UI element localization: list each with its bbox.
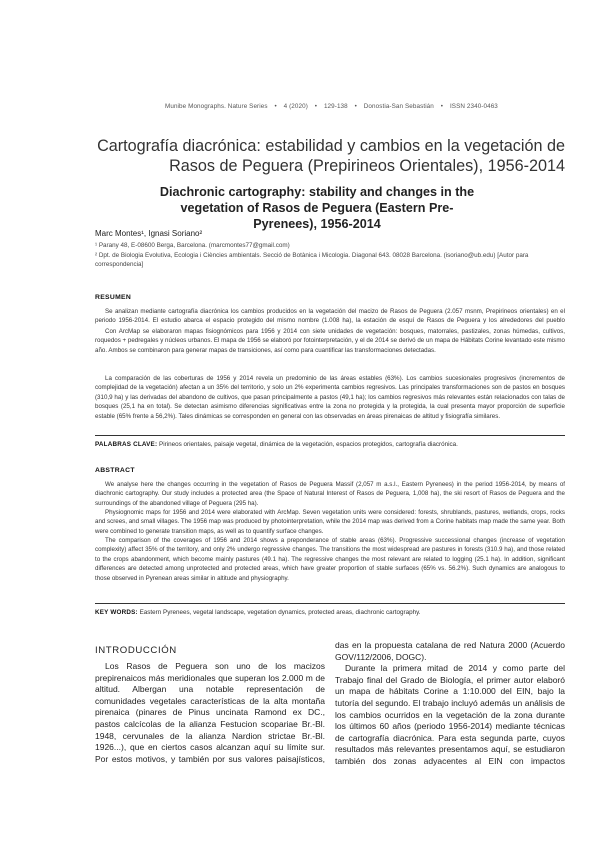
section-divider bbox=[95, 603, 565, 604]
resumen-paragraph: Se analizan mediante cartografía diacrónica los cambios producidos en la vegetación del macizo de Rasos de Peguera (2.057 msnm, Prepirineos orientales) en el periodo 1956-2014. El estudio abarca el espacio protegido del mismo nombre (1.008 ha), la estación de esquí de Rasos de Peguera y los alrededores del pueblo bbox=[95, 308, 565, 325]
journal-pages: 129-138 bbox=[323, 103, 348, 110]
key-words-label: KEY WORDS: bbox=[95, 609, 138, 616]
journal-name: Munibe Monographs. Nature Series bbox=[165, 103, 268, 110]
title-english: Diachronic cartography: stability and changes in the vegetation of Rasos de Peguera (Eastern Pre-Pyrenees), 1956-2014 bbox=[159, 185, 475, 231]
resumen-paragraph: La comparación de las coberturas de 1956 y 2014 revela un predominio de las áreas estables (63%). Los cambios sucesionales progresivos (incrementos de complejidad de la vegetación) afectan a un 35% del territorio, y solo un 2% experimenta cambios regresivos. Las principales transformaciones son de pastos en bosques (310,9 ha) y las derivadas del abandono de cultivos, que pasan principalmente a pastos (49,1 ha); los cambios regresivos más relevantes están relacionados con talas de bosques (25,1 ha en total). Se detectan asimismo diferencias significativas entre la zona no protegida y la protegida, la cual presenta mayor proporción de superficie estable (65% frente a 56,2%). Tales dinámicas se corresponden en general con las observadas en áreas pirenaicas de altitud y fisiografía similares. bbox=[95, 375, 565, 420]
header-separator: • bbox=[314, 103, 318, 110]
intro-paragraph: Los Rasos de Peguera son uno de los macizos prepirenaicos más meridionales que superan los 2.000 m de altitud. Albergan una notable representación de comunidades vegetales características de la alta montaña pirenaica (pinares de Pinus uncinata Ramond ex DC., pastos calcícolas de la alianza Festucion scopariae Br.-Bl. 1948, cervunales de la alianza Nardion strictae Br.-Bl. 1926...), que en ciertos casos alcanzan aquí su límite sur. Por estos motivos, y también por sus valores paisajísticos, bbox=[95, 661, 325, 764]
journal-volume: 4 (2020) bbox=[283, 103, 308, 110]
resumen-heading: RESUMEN bbox=[95, 294, 132, 301]
key-words-text: Eastern Pyrenees, vegetal landscape, vegetation dynamics, protected areas, diachronic cartography. bbox=[139, 609, 421, 616]
header-separator: • bbox=[354, 103, 357, 110]
section-divider bbox=[95, 435, 565, 436]
introduccion-heading: INTRODUCCIÓN bbox=[95, 645, 177, 656]
abstract-paragraph: Physiognomic maps for 1956 and 2014 were elaborated with ArcMap. Seven vegetation units were considered: forests, shrublands, pastures, wetlands, crops, rocks and screes, and small villages. The 1956 map was produced by photointerpretation, while the 2014 map was derived from a Corine habitats map made the same year. Both were combined to generate transition maps, as well as to quantify surface changes. bbox=[95, 509, 565, 535]
authors: Marc Montes¹, Ignasi Soriano² bbox=[95, 229, 203, 238]
intro-paragraph: Durante la primera mitad de 2014 y como parte del Trabajo final del Grado de Biología, el primer autor elaboró un mapa de hábitats Corine a 1:10.000 del EIN, bajo la tutoría del segundo. El trabajo incluyó además un análisis de los cambios ocurridos en la vegetación de la zona durante los últimos 60 años (periodo 1956-2014) mediante técnicas de cartografía diacrónica. Para esta segunda parte, cuyos resultados más relevantes presentamos aquí, se estudiaron también dos zonas adyacentes al EIN con impactos bbox=[335, 663, 565, 766]
journal-issn: ISSN 2340-0463 bbox=[449, 103, 498, 110]
header-separator: • bbox=[274, 103, 277, 110]
intro-right-column bbox=[335, 640, 565, 768]
resumen-paragraph: Con ArcMap se elaboraron mapas fisiognómicos para 1956 y 2014 con siete unidades de vegetación: bosques, matorrales, pastizales, zonas húmedas, cultivos, roquedos + pedregales y núcleos urbanos. El mapa de 1956 se elaboró por fotointerpretación, y el de 2014 se derivó de un mapa de Hábitats Corine levantado este mismo año. Ambos se combinaron para generar mapas de transiciones, así como para cuantificar las transformaciones detectadas. bbox=[95, 328, 565, 354]
intro-left-column bbox=[95, 661, 325, 766]
journal-place: Donostia-San Sebastián bbox=[363, 103, 434, 110]
affiliation-2: ² Dpt. de Biologia Evolutiva, Ecologia i Ciències ambientals. Secció de Botànica i Micologia. Diagonal 643. 08028 Barcelona. (isoriano@ub.edu) [Autor para correspondencia] bbox=[95, 252, 529, 268]
palabras-clave-label: PALABRAS CLAVE: bbox=[95, 441, 158, 448]
key-words bbox=[95, 608, 565, 617]
abstract-heading: ABSTRACT bbox=[95, 467, 135, 474]
palabras-clave-text: Pirineos orientales, paisaje vegetal, dinámica de la vegetación, espacios protegidos, cartografía diacrónica. bbox=[159, 441, 458, 448]
intro-paragraph: das en la propuesta catalana de red Natura 2000 (Acuerdo GOV/112/2006, DOGC). bbox=[335, 640, 565, 662]
abstract-paragraph: The comparison of the coverages of 1956 and 2014 shows a preponderance of stable areas (63%). Progressive successional changes (increase of vegetation complexity) affect 35% of the territory, and only 2% undergo regressive changes. The transitions the most widespread are pastures in forests (310.9 ha), and those related to the crops abandonment, which become mainly pastures (49.1 ha). The regressive changes the most relevant are related to logging (25.1 ha). In addition, significant differences are detected among unprotected and protected areas, which have greater proportion of stable surfaces (65% vs. 56.2%). Such dynamics are analogous to those observed in Pyrenean areas similar in altitude and physiography. bbox=[95, 537, 565, 582]
header-separator: • bbox=[440, 103, 444, 110]
abstract-paragraph: We analyse here the changes occurring in the vegetation of Rasos de Peguera Massif (2,057 m a.s.l., Eastern Pyrenees) in the period 1956-2014, by means of diachronic cartography. Our study includes a protected area (the Space of Natural Interest of Rasos de Peguera, 1,008 ha), the ski resort of Rasos de Peguera and the surroundings of the abandoned village of Peguera (295 ha). bbox=[95, 481, 565, 507]
affiliation-1: ¹ Parany 48, E-08600 Berga, Barcelona. (marcmontes77@gmail.com) bbox=[95, 242, 290, 249]
title-spanish: Cartografía diacrónica: estabilidad y cambios en la vegetación de Rasos de Peguera (Prepirineos Orientales), 1956-2014 bbox=[97, 137, 565, 175]
journal-header bbox=[165, 103, 565, 110]
palabras-clave bbox=[95, 440, 565, 449]
